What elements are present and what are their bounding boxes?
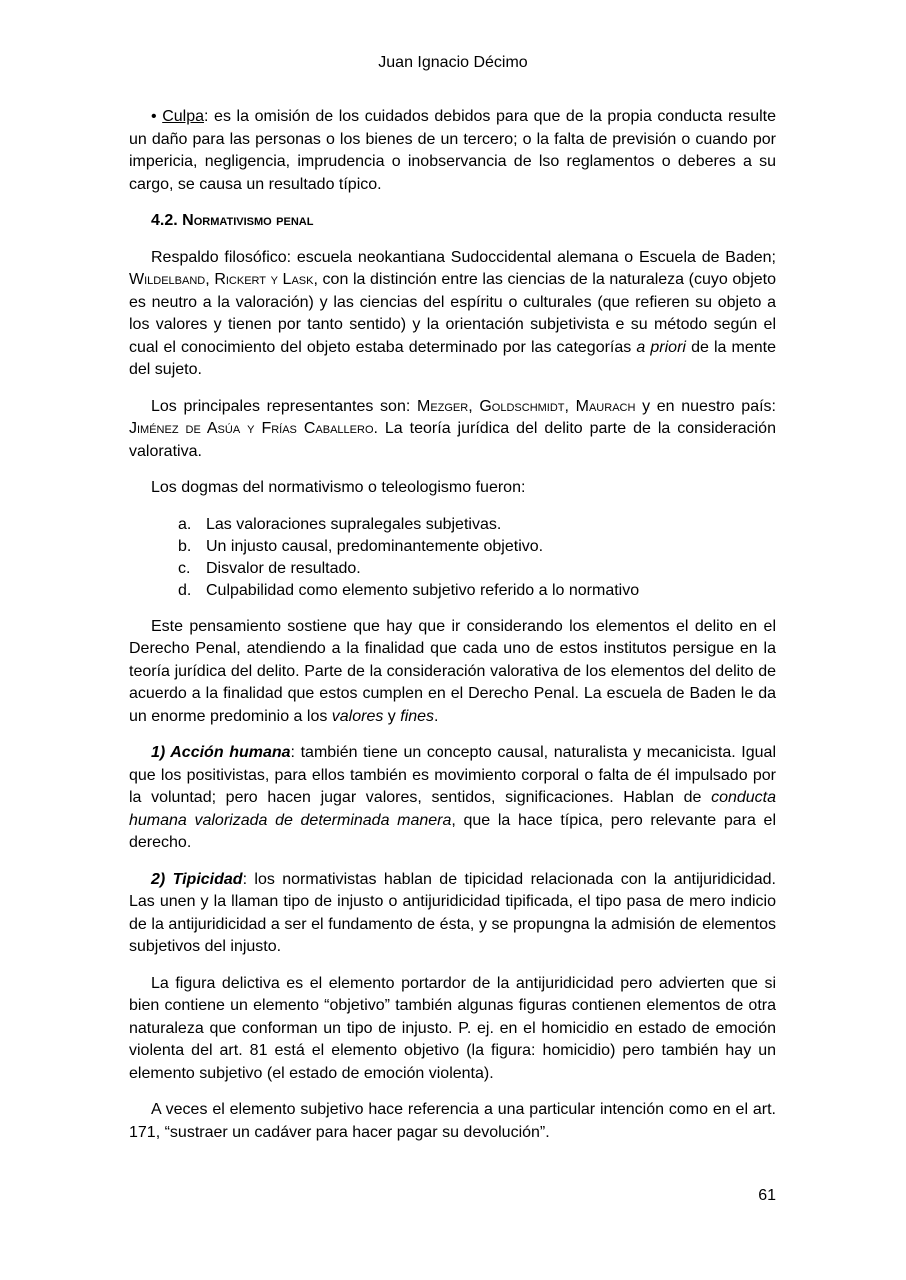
point-heading: 2) Tipicidad (151, 870, 243, 888)
section-title: Normativismo penal (182, 212, 314, 229)
text-run: Los principales representantes son: (151, 397, 417, 415)
list-item-text: Disvalor de resultado. (206, 559, 361, 577)
list-marker: b. (178, 537, 192, 555)
text-run: : también tiene un concepto causal, naturalista y mecanicista. Igual que los positivistas, para ellos también es movimiento corporal o falta de él impulsado por la voluntad; pero hacen jugar valores, sentidos, significaciones. Hablan de (129, 744, 776, 806)
italic-term: valores (331, 707, 384, 725)
text-run: de la mente del sujeto. (129, 338, 777, 378)
text-run: y (383, 707, 401, 725)
paragraph-respaldo (129, 247, 776, 382)
list-item (178, 536, 776, 558)
list-item (178, 580, 776, 602)
list-marker: a. (178, 515, 192, 533)
paragraph-dogmas-intro: Los dogmas del normativismo o teleologismo fueron: (151, 479, 526, 496)
page-body (129, 106, 776, 1158)
dogmas-list (129, 514, 776, 602)
author-name: Mezger (416, 397, 469, 415)
list-marker: c. (178, 559, 191, 577)
point-heading: 1) Acción humana (151, 744, 291, 761)
author-name: Maurach (575, 397, 636, 415)
section-number: 4.2. (151, 212, 178, 229)
text-run: Respaldo filosófico: escuela neokantiana Sudoccidental alemana o Escuela de Baden; (151, 248, 776, 266)
italic-term: a priori (636, 338, 686, 356)
italic-term: conducta humana valorizada de determinada manera (129, 789, 776, 829)
paragraph-elemento-subjetivo: A veces el elemento subjetivo hace referencia a una particular intención como en el art. 171, “sustraer un cadáver para hacer pagar su devolución”. (129, 1101, 776, 1141)
author-name: Wildelband (129, 271, 206, 288)
text-run: , que la hace típica, pero relevante para el derecho. (129, 811, 777, 851)
paragraph-tipicidad (129, 869, 776, 959)
italic-term: fines (400, 707, 435, 725)
text-run: , (205, 271, 215, 288)
author-name: Rickert y Lask (214, 271, 314, 288)
paragraph-pensamiento (129, 616, 776, 729)
section-heading (129, 210, 776, 233)
text-run: , (564, 397, 576, 415)
text-run: : los normativistas hablan de tipicidad relacionada con la antijuridicidad. Las unen y la llaman tipo de injusto o antijuridicidad tipificada, el tipo pasa de mero indicio de la antijuridicidad a ser el fundamento de ésta, y se propungna la admisión de elementos subjetivos del injusto. (129, 870, 777, 955)
list-item-text: Culpabilidad como elemento subjetivo referido a lo normativo (206, 581, 640, 599)
text-run: . La teoría jurídica del delito parte de la consideración valorativa. (129, 420, 776, 460)
list-item (178, 558, 776, 580)
paragraph-accion-humana (129, 742, 776, 855)
paragraph-figura: La figura delictiva es el elemento portardor de la antijuridicidad pero advierten que si bien contiene un elemento “objetivo” también algunas figuras contienen elementos de otra naturaleza que conforman un tipo de injusto. P. ej. en el homicidio en estado de emoción violenta del art. 81 está el elemento objetivo (la figura: homicidio) pero también hay un elemento subjetivo (el estado de emoción violenta). (129, 974, 776, 1082)
list-marker: d. (178, 581, 192, 599)
list-item-text: Un injusto causal, predominantemente objetivo. (206, 537, 544, 555)
text-run: y en nuestro país: (635, 397, 776, 415)
list-item-text: Las valoraciones supralegales subjetivas. (206, 515, 502, 533)
term-culpa: Culpa (162, 108, 205, 125)
text-run: , con la distinción entre las ciencias de la naturaleza (cuyo objeto es neutro a la valoración) y las ciencias del espíritu o culturales (que refieren su objeto a los valores y tienen por tanto sentido) y la orientación subjetivista e su método según el cual el conocimiento del objeto estaba determinado por las categorías (129, 271, 776, 356)
culpa-text: : es la omisión de los cuidados debidos para que de la propia conducta resulte un daño para las personas o los bienes de un tercero; o la falta de previsión o cuando por impericia, negligencia, imprudencia o inobservancia de lso reglamentos o deberes a su cargo, se causa un resultado típico. (129, 108, 776, 193)
page-number: 61 (758, 1187, 776, 1204)
text-run: Este pensamiento sostiene que hay que ir considerando los elementos el delito en el Derecho Penal, atendiendo a la finalidad que cada uno de estos institutos persigue en la teoría jurídica del delito. Parte de la consideración valorativa de los elementos del delito de acuerdo a la finalidad que estos cumplen en el Derecho Penal. La escuela de Baden le da un enorme predominio a los (129, 617, 776, 725)
author-name: Goldschmidt (479, 397, 565, 415)
running-header: Juan Ignacio Décimo (378, 54, 528, 71)
text-run: . (434, 707, 439, 725)
paragraph-representantes (129, 396, 776, 464)
paragraph-culpa (129, 106, 776, 196)
list-item (178, 514, 776, 536)
author-name: Jiménez de Asúa y Frías Caballero (129, 420, 374, 437)
bullet-icon: • (151, 108, 157, 125)
text-run: , (468, 397, 480, 415)
